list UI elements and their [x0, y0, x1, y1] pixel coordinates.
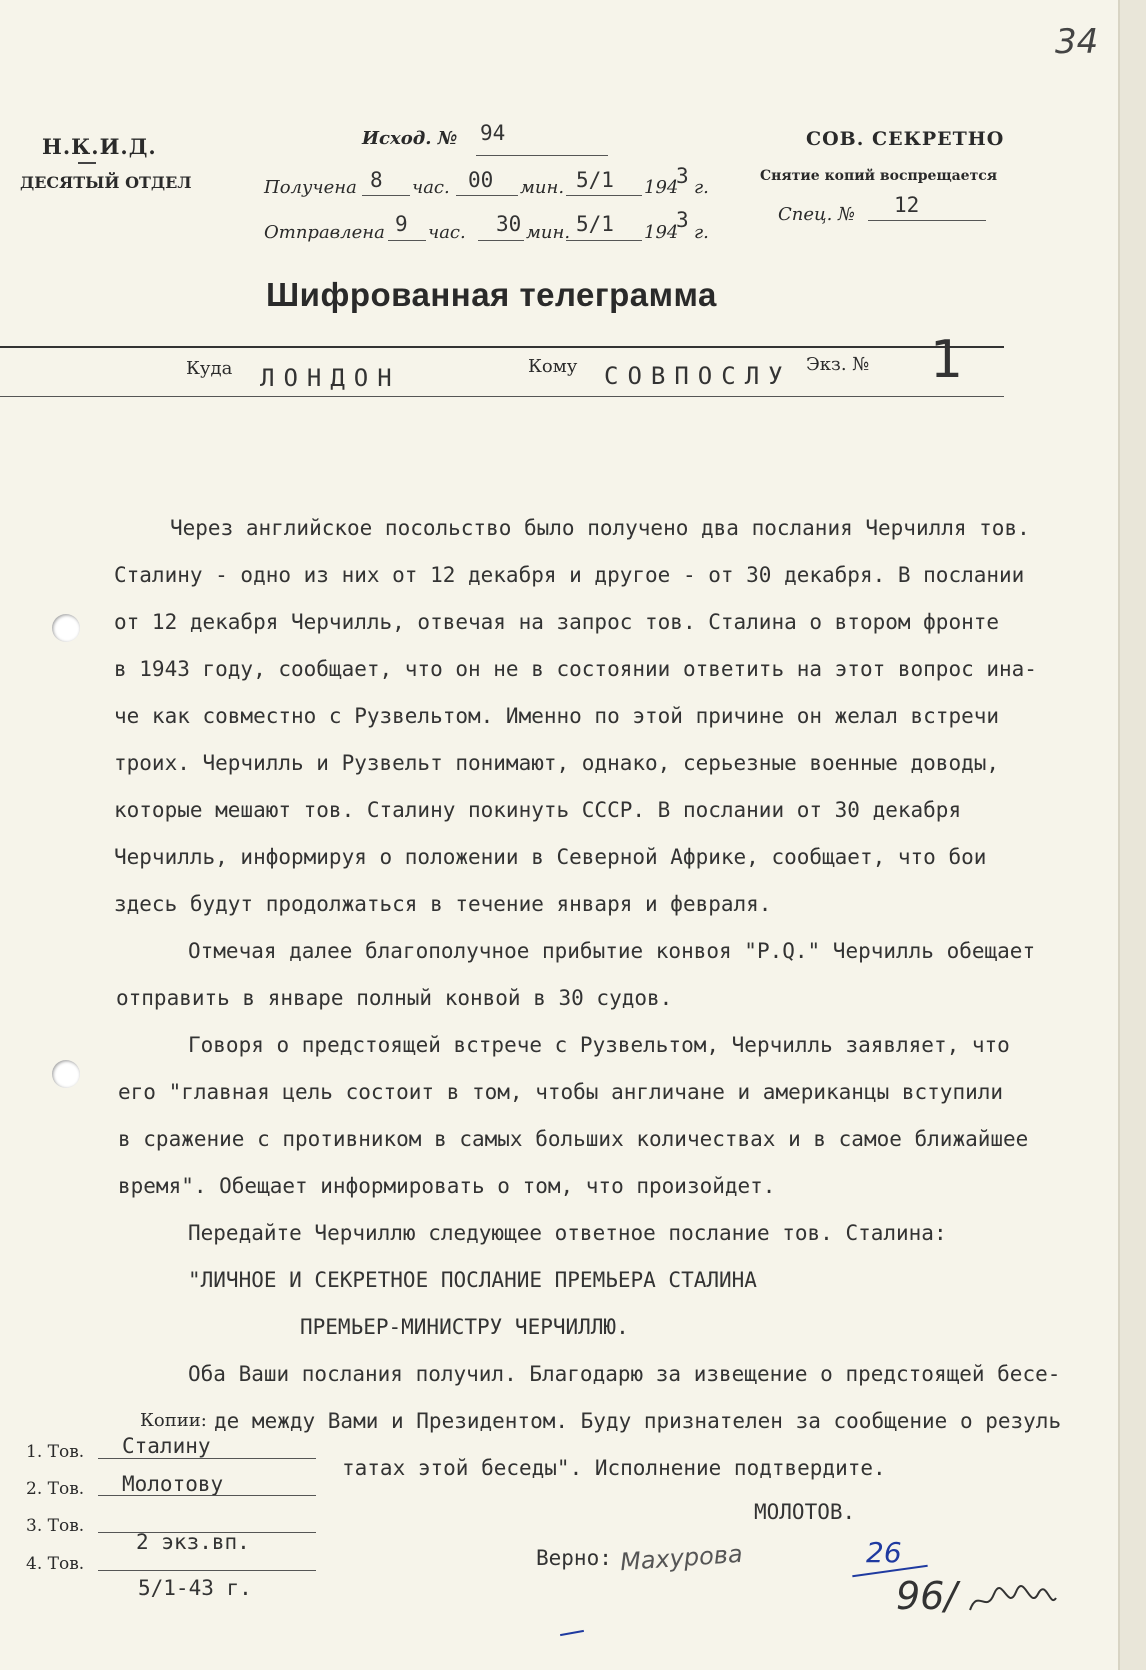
body-line-13: его "главная цель состоит в том, чтобы англичане и американцы вступили [118, 1080, 1004, 1104]
body-line-3: от 12 декабря Черчилль, отвечая на запрос тов. Сталина о втором фронте [114, 610, 1000, 634]
copy-line-4 [98, 1570, 316, 1571]
body-line-17: "ЛИЧНОЕ И СЕКРЕТНОЕ ПОСЛАНИЕ ПРЕМЬЕРА СТАЛИНА [188, 1268, 757, 1292]
body-line-18: ПРЕМЬЕР-МИНИСТРУ ЧЕРЧИЛЛЮ. [300, 1315, 629, 1339]
body-line-6: троих. Черчилль и Рузвельт понимают, однако, серьезные военные доводы, [114, 751, 1000, 775]
copy-value: 1 [930, 330, 964, 390]
page-number: 34 [1055, 22, 1099, 62]
body-line-16: Передайте Черчиллю следующее ответное послание тов. Сталина: [188, 1221, 947, 1245]
received-year-digit: 3 [676, 164, 689, 188]
body-line-11: отправить в январе полный конвой в 30 судов. [116, 986, 673, 1010]
body-line-9: здесь будут продолжаться в течение января и февраля. [114, 892, 772, 916]
sent-hour-label: час. [428, 222, 466, 243]
ref-value: 94 [480, 121, 506, 145]
sent-date: 5/1 [576, 212, 614, 236]
received-date: 5/1 [576, 168, 614, 192]
handwritten-number-96: 96/ [896, 1574, 958, 1618]
verified-label: Верно: [536, 1546, 612, 1570]
body-line-14: в сражение с противником в самых больших количествах и в самое ближайшее [118, 1127, 1029, 1151]
sent-min: 30 [496, 212, 522, 236]
copy-num-4: 4. Тов. [26, 1554, 85, 1574]
sent-year-prefix: 194 [644, 222, 679, 243]
copy-name-4: 5/1-43 г. [138, 1576, 252, 1600]
body-line-1: Через английское посольство было получено два послания Черчилля тов. [170, 516, 1030, 540]
paper-edge-strip [1120, 0, 1146, 1670]
body-line-10: Отмечая далее благополучное прибытие конвоя "P.Q." Черчилль обещает [188, 939, 1036, 963]
sent-year-suffix: г. [694, 222, 709, 243]
copy-line-3 [98, 1532, 316, 1533]
body-line-15: время". Обещает информировать о том, что произойдет. [118, 1174, 776, 1198]
copy-name-1: Сталину [122, 1434, 211, 1458]
to-label: Кому [528, 356, 578, 377]
body-line-5: че как совместно с Рузвельтом. Именно по этой причине он желал встречи [114, 704, 1000, 728]
ref-label: Исход. № [362, 128, 458, 149]
sent-label: Отправлена [264, 222, 385, 243]
copy-num-1: 1. Тов. [26, 1442, 85, 1462]
sent-min-label: мин. [526, 222, 571, 243]
received-min-label: мин. [520, 177, 565, 198]
body-line-20: де между Вами и Президентом. Буду признателен за сообщение о резуль [214, 1409, 1062, 1433]
received-year-prefix: 194 [644, 177, 679, 198]
received-year-suffix: г. [694, 177, 709, 198]
verified-signature: Махурова [619, 1539, 744, 1577]
body-line-2: Сталину - одно из них от 12 декабря и другое - от 30 декабря. В послании [114, 563, 1025, 587]
received-min: 00 [468, 168, 494, 192]
no-copies-note: Снятие копий воспрещается [760, 168, 998, 184]
copy-line-1 [98, 1458, 316, 1459]
copy-num-3: 3. Тов. [26, 1516, 85, 1536]
copy-name-3: 2 экз.вп. [136, 1530, 250, 1554]
body-line-12: Говоря о предстоящей встрече с Рузвельтом, Черчилль заявляет, что [188, 1033, 1010, 1057]
received-hour: 8 [370, 168, 383, 192]
sent-hour: 9 [395, 212, 408, 236]
body-line-21: татах этой беседы". Исполнение подтвердите. [342, 1456, 886, 1480]
where-label: Куда [186, 358, 233, 379]
dept-name: ДЕСЯТЫЙ ОТДЕЛ [20, 173, 192, 192]
received-label: Получена [264, 177, 357, 198]
body-line-19: Оба Ваши послания получил. Благодарю за извещение о предстоящей бесе- [188, 1362, 1061, 1386]
copy-line-2 [98, 1495, 316, 1496]
copy-label: Экз. № [806, 354, 870, 375]
secret-stamp: СОВ. СЕКРЕТНО [806, 128, 1005, 150]
spec-label: Спец. № [778, 204, 856, 225]
signature-molotov: МОЛОТОВ. [754, 1500, 856, 1524]
received-hour-label: час. [412, 177, 450, 198]
to-value: СОВПОСЛУ [604, 362, 792, 390]
handwritten-number-26: 26 [866, 1536, 902, 1569]
body-line-4: в 1943 году, сообщает, что он не в состоянии ответить на этот вопрос ина- [114, 657, 1037, 681]
copy-num-2: 2. Тов. [26, 1479, 85, 1499]
where-value: ЛОНДОН [260, 364, 401, 392]
copies-label: Копии: [140, 1410, 207, 1431]
copy-name-2: Молотову [122, 1472, 224, 1496]
org-name: Н.К.И.Д. [42, 134, 157, 159]
document-title: Шифрованная телеграмма [266, 276, 717, 313]
sent-year-digit: 3 [676, 208, 689, 232]
spec-value: 12 [894, 193, 920, 217]
body-line-8: Черчилль, информируя о положении в Северной Африке, сообщает, что бои [114, 845, 987, 869]
body-line-7: которые мешают тов. Сталину покинуть СССР. В послании от 30 декабря [114, 798, 962, 822]
handwritten-scribble [968, 1584, 1058, 1620]
